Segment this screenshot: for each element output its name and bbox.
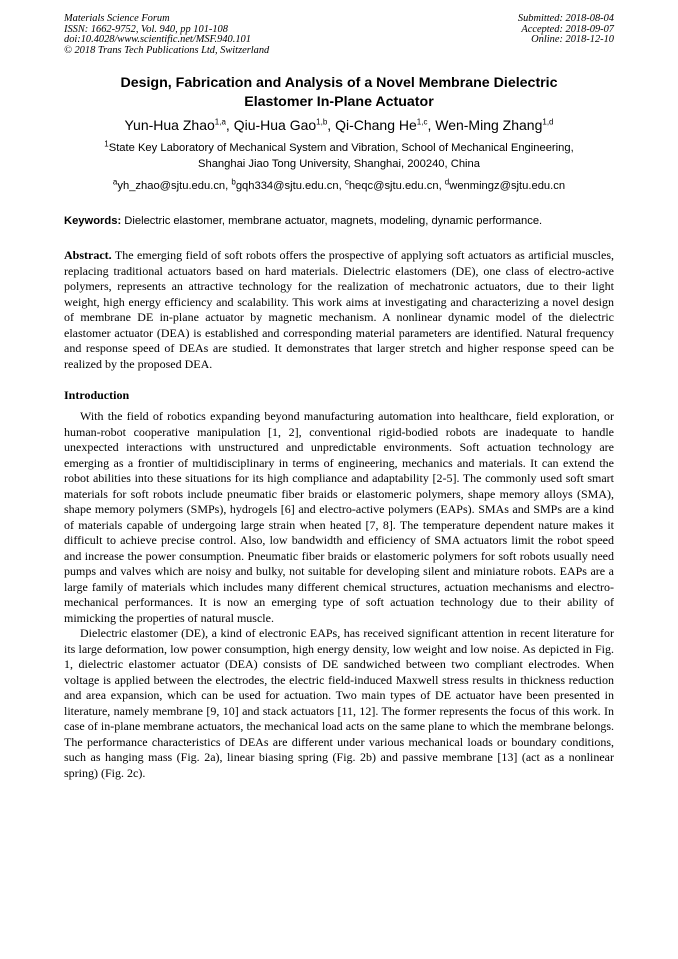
author: Qi-Chang He$^{1,c}$, (335, 117, 436, 134)
submitted-date: Submitted: 2018-08-04 (517, 13, 614, 24)
publication-dates (518, 14, 614, 56)
paper-title (64, 74, 614, 112)
abstract-label: Abstract. (64, 248, 112, 263)
email[interactable]: $^c$heqc@sjtu.edu.cn (344, 177, 439, 193)
author: Qiu-Hua Gao$^{1,b}$, (233, 117, 336, 134)
affiliation-line-1: State Key Laboratory of Mechanical System and Vibration, School of Mechanical Engineering, (108, 142, 574, 155)
paper-page (64, 14, 614, 781)
email[interactable]: $^a$yh_zhao@sjtu.edu.cn (112, 177, 226, 193)
accepted-date: Accepted: 2018-09-07 (521, 23, 614, 35)
email[interactable]: $^d$wenmingz@sjtu.edu.cn (444, 177, 566, 193)
journal-doi: doi:10.4028/www.scientific.net/MSF.940.101 (64, 34, 251, 46)
intro-paragraph-1: With the field of robotics expanding beyond manufacturing automation into healthcare, field exploration, or human-robot cooperative manipulation [1, 2], conventional rigid-bodied robots are inadequate to handle unexpected interactions with unstructured and unpredictable environments. Soft actuation technology are emerging as a frontier of multidisciplinary in terms of engineering, mechanics and materials. It can extend the robot abilities into these situations for its high compliance and adaptability [2-5]. The commonly used soft smart materials for soft robots include pneumatic fiber braids or elastomeric polymers, shape memory alloys (SMA), shape memory polymers (SMPs), hydrogels [6] and electro-active polymers (EAPs). SMAs and SMPs are a kind of materials capable of undergoing large strain when heated [7, 8]. The temperature dependent nature makes it difficult to achieve precise control. Also, low bandwidth and efficiency of SMA actuators limit the robot speed and increase the power consumption. Pneumatic fiber braids or elastomeric polymers for soft robots usually need pumps and valves which are noisy and bulky, not suitable for developing silent and miniature robots. EAPs are a large family of materials which includes many different chemical structures, actuation mechanisms and electro-mechanical performances. It is now an emerging type of soft actuation technology due to their ability of mimicking the properties of natural muscle. (64, 409, 614, 625)
section-heading-introduction: Introduction (64, 388, 130, 403)
email[interactable]: $^b$gqh334@sjtu.edu.cn (231, 177, 339, 193)
keywords (64, 214, 614, 229)
email-list: $^a$yh_zhao@sjtu.edu.cn, $^b$gqh334@sjtu.edu.cn, $^c$heqc@sjtu.edu.cn, $^d$wenmingz@sjtu.edu.cn (112, 177, 566, 193)
abstract-text: The emerging field of soft robots offers the prospective of applying soft actuators as artificial muscles, replacing traditional actuators based on hard materials. Dielectric elastomers (DE), one class of electro-active polymers, represents an attractive technology for the realization of mechatronic actuators, due to their light weight, high energy efficiency and scalability. This work aims at investigating and characterizing a novel design of membrane DE in-plane actuator by magnetic mechanism. A nonlinear dynamic model of the dielectric elastomer actuator (DEA) is established and corresponding material parameters are identified. Natural frequency and response speed of DEAs are studied. It demonstrates that larger stretch and higher response speed can be realized by the proposed DEA. (64, 248, 614, 371)
author: Wen-Ming Zhang$^{1,d}$ (435, 117, 554, 134)
affiliation-line-2: Shanghai Jiao Tong University, Shanghai, 200240, China (198, 158, 480, 171)
affiliation (64, 140, 614, 172)
abstract (64, 248, 614, 372)
keywords-label: Keywords: (64, 215, 122, 228)
journal-name: Materials Science Forum (64, 13, 170, 24)
journal-issn: ISSN: 1662-9752, Vol. 940, pp 101-108 (64, 23, 228, 35)
title-line-1: Design, Fabrication and Analysis of a Novel Membrane Dielectric (120, 75, 558, 92)
online-date: Online: 2018-12-10 (531, 34, 614, 46)
title-line-2: Elastomer In-Plane Actuator (244, 94, 434, 111)
intro-paragraph-2: Dielectric elastomer (DE), a kind of electronic EAPs, has received significant attention in recent literature for its large deformation, low power consumption, high energy density, low weight and low noise. As depicted in Fig. 1, dielectric elastomer actuator (DEA) consists of DE sandwiched between two compliant electrodes. When voltage is applied between the electrodes, the electric field-induced Maxwell stress results in thickness reduction and area expansion, which can be used for actuation. Two main types of DE actuator have been presented in literature, namely membrane [9, 10] and stack actuators [11, 12]. The former represents the focus of this work. In case of in-plane membrane actuators, the mechanical load acts on the same plane to which the membrane belongs. The performance characteristics of DEAs are different under various mechanical loads or boundary conditions, such as hanging mass (Fig. 2a), linear biasing spring (Fig. 2b) and passive membrane [13] (act as a nonlinear spring) (Fig. 2c). (64, 626, 614, 780)
journal-info (64, 14, 269, 56)
keywords-text: Dielectric elastomer, membrane actuator, magnets, modeling, dynamic performance. (121, 215, 543, 228)
author-list (64, 116, 614, 134)
author: Yun-Hua Zhao$^{1,a}$, (124, 117, 234, 134)
journal-header (64, 14, 614, 56)
journal-copyright: © 2018 Trans Tech Publications Ltd, Switzerland (64, 44, 270, 56)
affiliation-marker: 1 (104, 139, 109, 149)
